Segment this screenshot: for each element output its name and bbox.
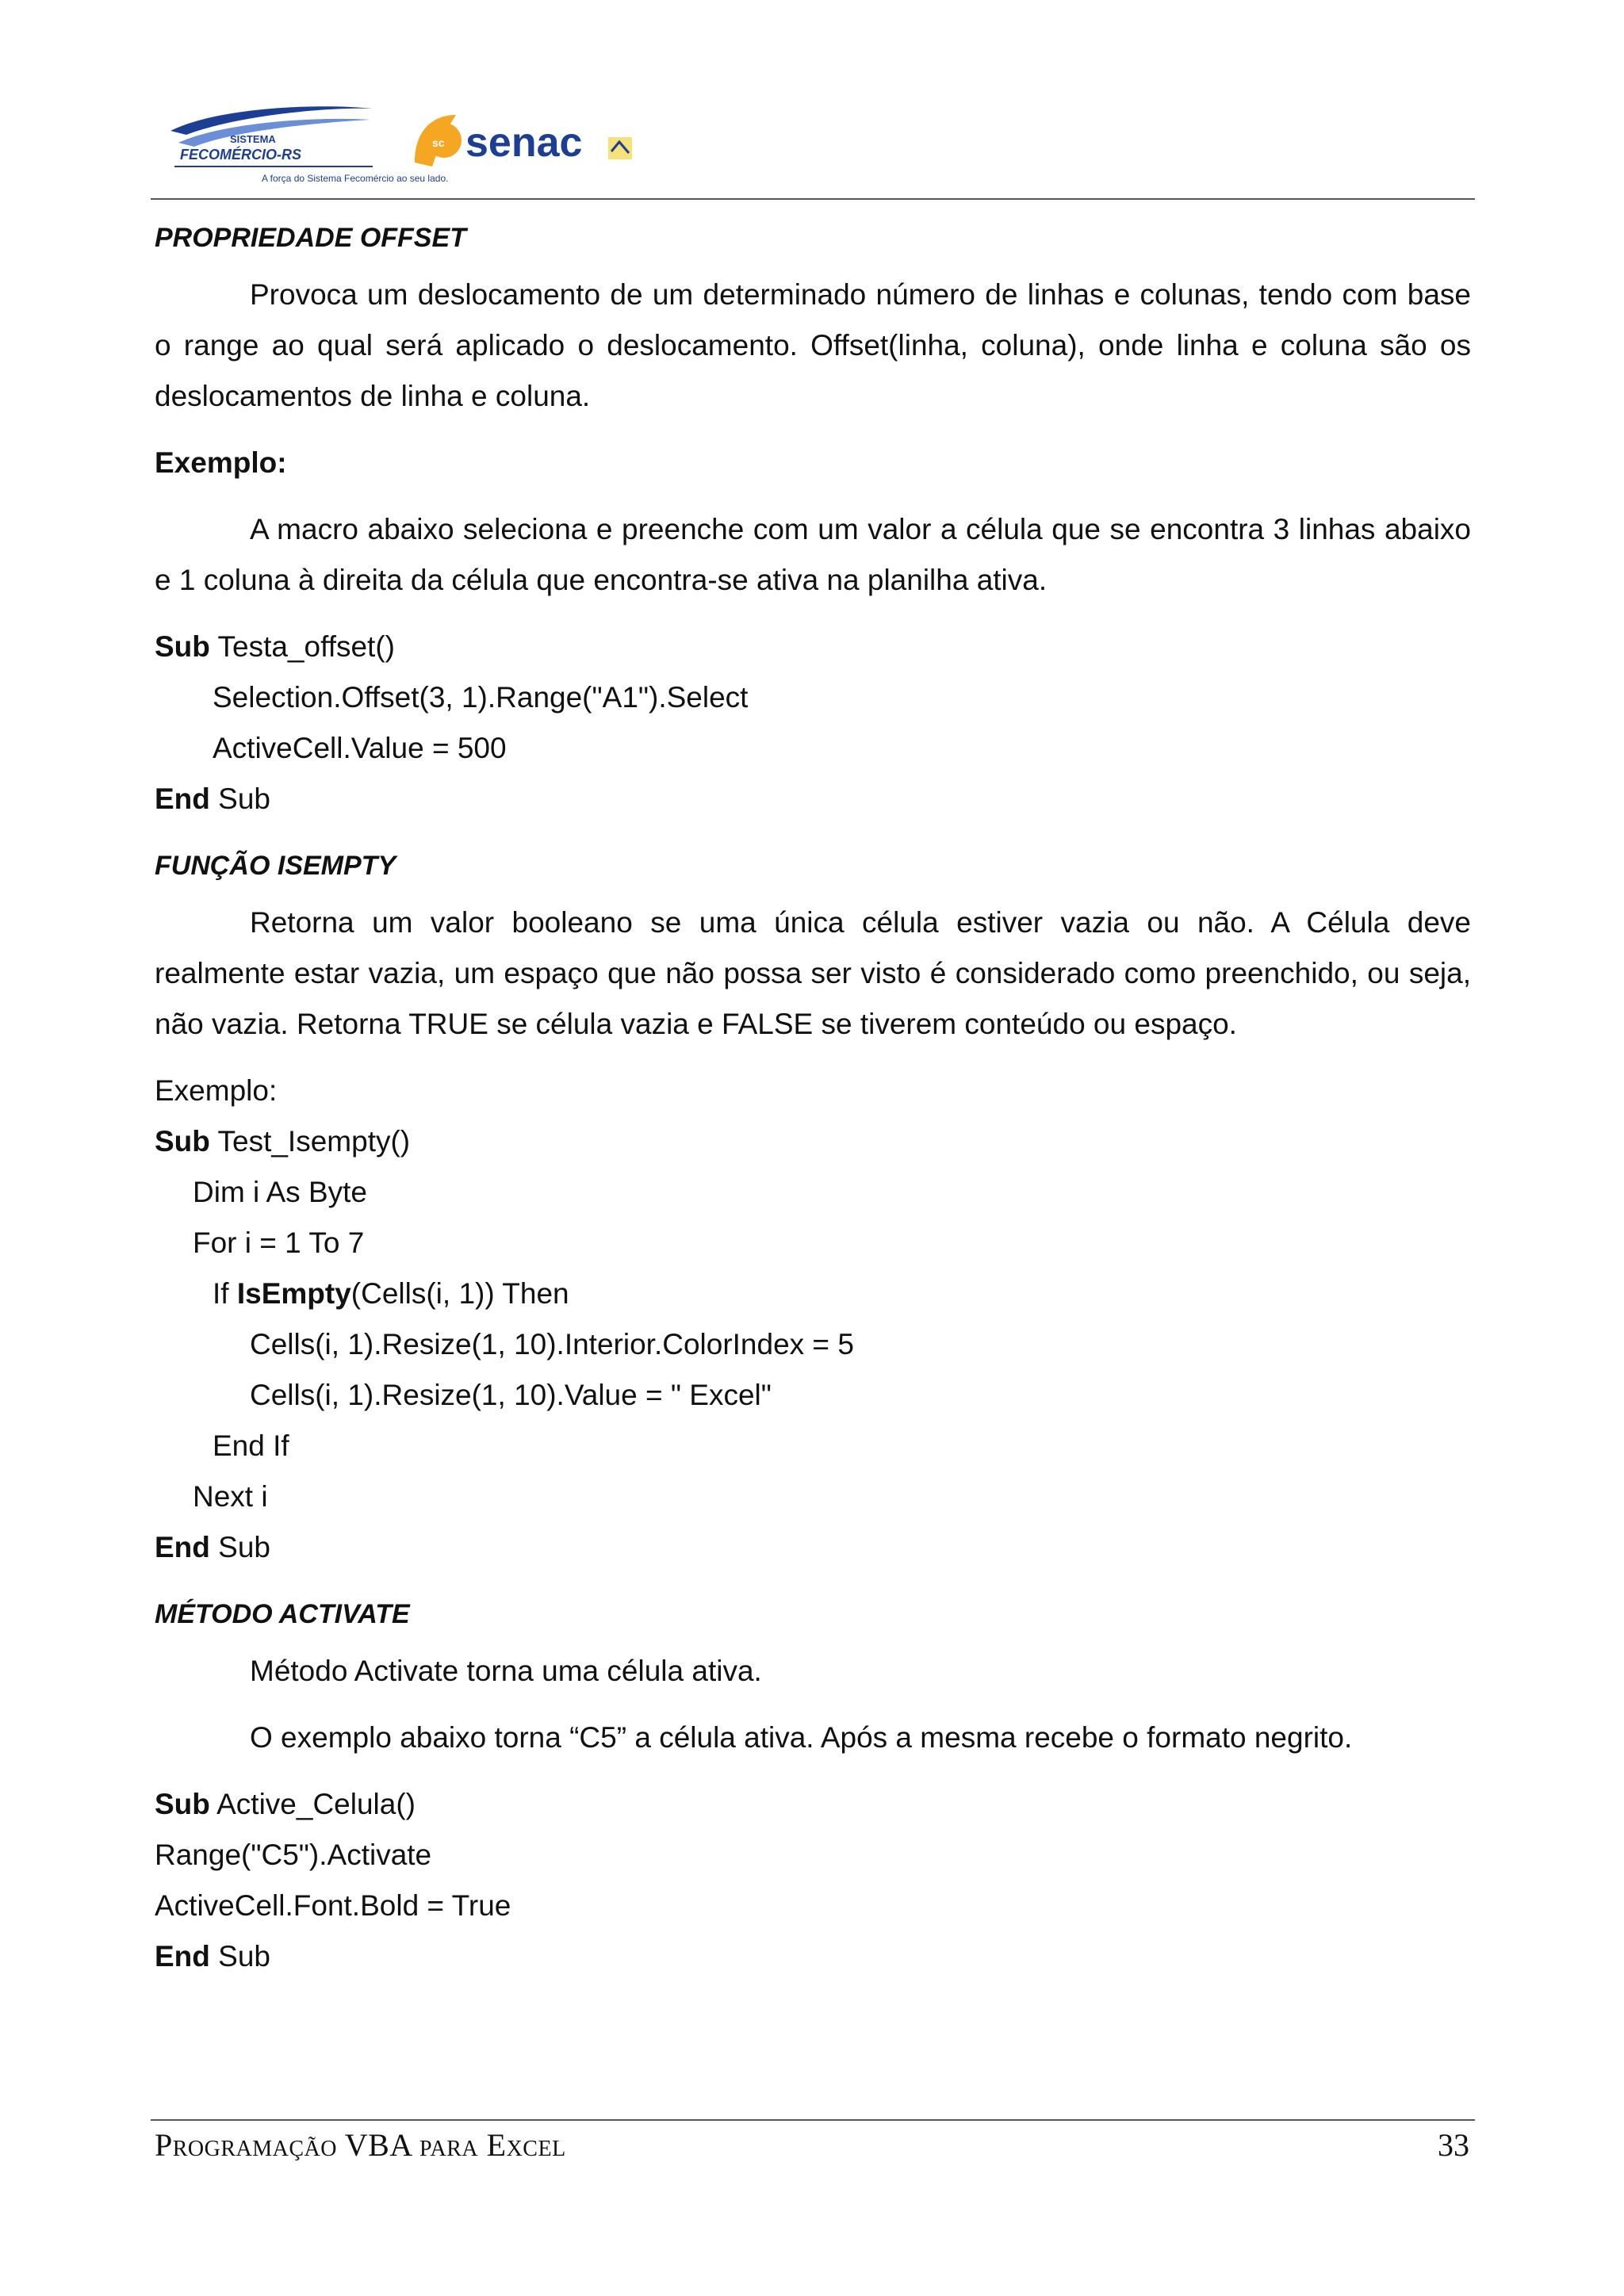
svg-text:sc: sc xyxy=(432,136,445,149)
code-line: For i = 1 To 7 xyxy=(193,1226,365,1259)
code-line: Dim i As Byte xyxy=(193,1176,367,1208)
activate-example-text: O exemplo abaixo torna “C5” a célula ativa. Após a mesma recebe o formato negrito. xyxy=(250,1721,1353,1754)
page-number: 33 xyxy=(1438,2127,1469,2163)
section-title-offset: PROPRIEDADE OFFSET xyxy=(155,223,466,253)
code-text: Sub xyxy=(209,1531,271,1563)
footer-divider xyxy=(151,2119,1475,2121)
code-line xyxy=(155,1116,1471,1167)
section-title-activate: MÉTODO ACTIVATE xyxy=(155,1599,410,1629)
code-keyword: Sub xyxy=(155,1788,210,1820)
offset-example-label: Exemplo: xyxy=(155,446,287,479)
code-line xyxy=(155,1931,1471,1982)
code-keyword: IsEmpty xyxy=(236,1277,351,1310)
code-line: Range("C5").Activate xyxy=(155,1839,432,1871)
isempty-code-block xyxy=(155,1116,1471,1573)
offset-code-block xyxy=(155,622,1471,825)
code-text: Testa_offset() xyxy=(209,630,395,663)
code-text: (Cells(i, 1)) Then xyxy=(350,1277,569,1310)
code-keyword: End xyxy=(155,1940,210,1973)
isempty-example-label: Exemplo: xyxy=(155,1074,278,1107)
code-line xyxy=(155,1779,1471,1830)
page-header xyxy=(151,95,1475,198)
code-line xyxy=(155,622,1471,672)
senac-logo xyxy=(408,107,638,178)
code-line: Cells(i, 1).Resize(1, 10).Value = " Excel" xyxy=(250,1379,772,1411)
code-line: ActiveCell.Value = 500 xyxy=(213,732,507,764)
code-line: Next i xyxy=(193,1480,268,1513)
offset-example-text: A macro abaixo seleciona e preenche com um valor a célula que se encontra 3 linhas abaixo e 1 coluna à direita da célula que encontra-se ativa na planilha ativa. xyxy=(155,513,1471,596)
footer-title: Programação VBA para Excel xyxy=(155,2127,566,2163)
page-content xyxy=(155,212,1471,1998)
offset-description: Provoca um deslocamento de um determinado número de linhas e colunas, tendo com base o range ao qual será aplicado o deslocamento. Offset(linha, coluna), onde linha e coluna são os deslocamentos de linha e coluna. xyxy=(155,278,1471,412)
header-divider xyxy=(151,198,1475,200)
fecomercio-logo-top: SISTEMA xyxy=(230,133,276,145)
code-keyword: Sub xyxy=(155,630,210,663)
code-text: Test_Isempty() xyxy=(209,1125,411,1158)
code-text: If xyxy=(213,1277,237,1310)
activate-description: Método Activate torna uma célula ativa. xyxy=(250,1655,762,1687)
section-title-isempty: FUNÇÃO ISEMPTY xyxy=(155,851,396,881)
code-text: Sub xyxy=(209,783,271,815)
code-line xyxy=(155,1522,1471,1573)
code-line xyxy=(155,774,1471,825)
code-keyword: Sub xyxy=(155,1125,210,1158)
fecomercio-logo-name: FECOMÉRCIO-RS xyxy=(180,147,301,163)
code-text: Sub xyxy=(209,1940,271,1973)
code-line: End If xyxy=(213,1429,289,1462)
code-line: Selection.Offset(3, 1).Range("A1").Select xyxy=(213,681,749,714)
code-keyword: End xyxy=(155,1531,210,1563)
activate-code-block xyxy=(155,1779,1471,1982)
code-line: ActiveCell.Font.Bold = True xyxy=(155,1889,511,1922)
code-line: Cells(i, 1).Resize(1, 10).Interior.ColorIndex = 5 xyxy=(250,1328,854,1360)
code-text: Active_Celula() xyxy=(209,1788,416,1820)
code-keyword: End xyxy=(155,783,210,815)
isempty-description: Retorna um valor booleano se uma única célula estiver vazia ou não. A Célula deve realmente estar vazia, um espaço que não possa ser visto é considerado como preenchido, ou seja, não vazia. Retorna TRUE se célula vazia e FALSE se tiverem conteúdo ou espaço. xyxy=(155,906,1471,1040)
code-line xyxy=(155,1269,1471,1319)
senac-logo-name: senac xyxy=(465,120,583,166)
fecomercio-tagline: A força do Sistema Fecomércio ao seu lado. xyxy=(262,173,449,184)
